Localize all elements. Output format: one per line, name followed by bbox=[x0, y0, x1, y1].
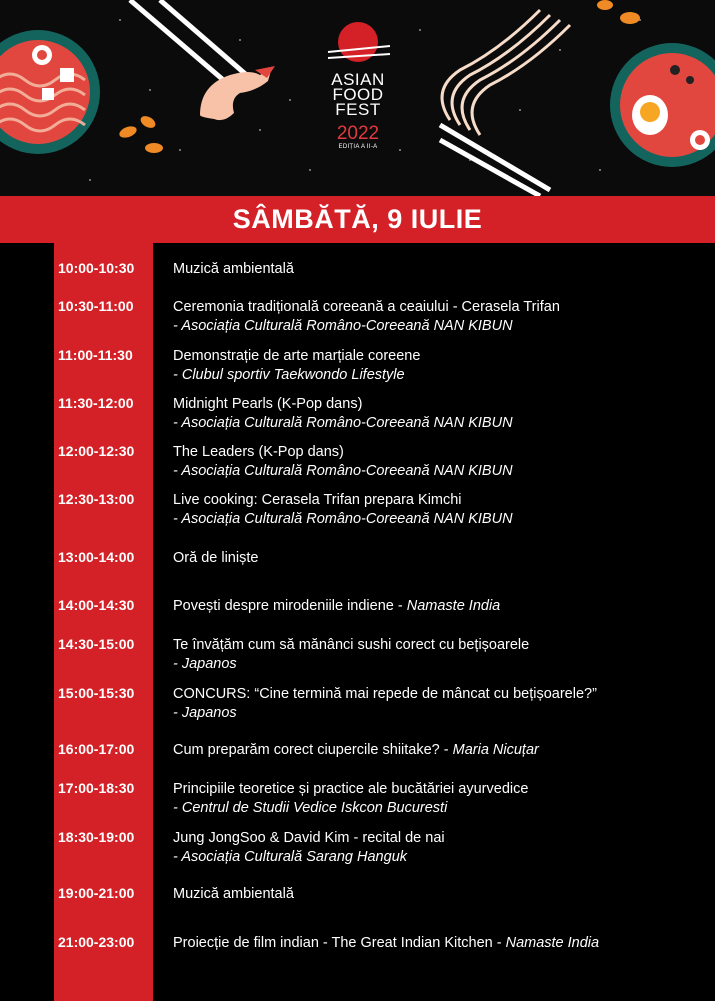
logo-year: 2022 bbox=[336, 123, 380, 144]
noodles-icon bbox=[442, 10, 570, 135]
header-illustration bbox=[0, 0, 715, 196]
schedule-time: 12:30-13:00 bbox=[58, 491, 135, 507]
logo-line-food: FOOD bbox=[332, 85, 384, 104]
schedule-time: 11:00-11:30 bbox=[58, 347, 133, 363]
event-organizer: - Centrul de Studii Vedice Iskcon Bucuresti bbox=[173, 800, 448, 816]
day-title: SÂMBĂTĂ, 9 IULIE bbox=[232, 204, 483, 234]
schedule-time: 10:00-10:30 bbox=[58, 260, 135, 276]
event-organizer: - Asociația Culturală Sarang Hanguk bbox=[173, 849, 408, 865]
schedule-time: 12:00-12:30 bbox=[58, 443, 135, 459]
schedule-description bbox=[173, 298, 703, 336]
event-title: CONCURS: “Cine termină mai repede de mâncat cu bețișoarele?” bbox=[173, 686, 597, 702]
schedule-time: 18:30-19:00 bbox=[58, 829, 135, 845]
right-ramen-bowl-icon bbox=[610, 43, 715, 167]
event-host: Maria Nicuțar bbox=[452, 742, 539, 758]
schedule-description bbox=[173, 549, 703, 568]
schedule-description bbox=[173, 395, 703, 433]
schedule-time: 14:30-15:00 bbox=[58, 636, 135, 652]
schedule-description bbox=[173, 885, 703, 904]
event-title: Midnight Pearls (K-Pop dans) bbox=[173, 396, 363, 412]
right-chopsticks-icon bbox=[440, 125, 550, 196]
schedule-description bbox=[173, 443, 703, 481]
schedule-time: 17:00-18:30 bbox=[58, 780, 135, 796]
event-title: The Leaders (K-Pop dans) bbox=[173, 444, 344, 460]
event-title: Proiecție de film indian - The Great Indian Kitchen - Namaste India bbox=[173, 935, 600, 951]
schedule-description bbox=[173, 597, 703, 616]
event-title: Ceremonia tradițională coreeană a ceaiului - Cerasela Trifan bbox=[173, 299, 560, 315]
event-host: Namaste India bbox=[406, 598, 501, 614]
event-title: Muzică ambientală bbox=[173, 261, 294, 277]
logo-edition: EDIȚIA A II-A bbox=[338, 144, 378, 150]
schedule-time: 11:30-12:00 bbox=[58, 395, 134, 411]
left-ramen-bowl-icon bbox=[0, 30, 100, 154]
event-title: Jung JongSoo & David Kim - recital de nai bbox=[173, 830, 445, 846]
event-title: Demonstrație de arte marțiale coreene bbox=[173, 348, 421, 364]
schedule-description bbox=[173, 780, 703, 818]
logo-line-fest: FEST bbox=[335, 100, 381, 119]
event-title: Povești despre mirodeniile indiene - Namaste India bbox=[173, 598, 501, 614]
event-organizer: - Asociația Culturală Româno-Coreeană NAN KIBUN bbox=[173, 318, 513, 334]
event-organizer: - Japanos bbox=[173, 705, 237, 721]
event-title: Muzică ambientală bbox=[173, 886, 294, 902]
schedule-description bbox=[173, 347, 703, 385]
schedule-time: 14:00-14:30 bbox=[58, 597, 135, 613]
event-organizer: - Japanos bbox=[173, 656, 237, 672]
schedule-time: 15:00-15:30 bbox=[58, 685, 135, 701]
schedule-description bbox=[173, 829, 703, 867]
event-organizer: - Asociația Culturală Româno-Coreeană NAN KIBUN bbox=[173, 463, 513, 479]
event-title: Te învățăm cum să mănânci sushi corect cu bețișoarele bbox=[173, 637, 530, 653]
schedule-description bbox=[173, 685, 703, 723]
event-title: Live cooking: Cerasela Trifan prepara Kimchi bbox=[173, 492, 462, 508]
schedule-time: 16:00-17:00 bbox=[58, 741, 135, 757]
schedule-description bbox=[173, 260, 703, 279]
schedule-description bbox=[173, 636, 703, 674]
day-title-bar bbox=[0, 196, 715, 243]
festival-logo bbox=[318, 22, 398, 150]
schedule-description bbox=[173, 741, 703, 760]
schedule-time: 10:30-11:00 bbox=[58, 298, 134, 314]
logo-line-asian: ASIAN bbox=[331, 70, 385, 89]
schedule-description bbox=[173, 934, 703, 953]
event-host: Namaste India bbox=[505, 935, 600, 951]
event-title: Principiile teoretice și practice ale bucătăriei ayurvedice bbox=[173, 781, 529, 797]
schedule-time: 19:00-21:00 bbox=[58, 885, 135, 901]
schedule-time: 21:00-23:00 bbox=[58, 934, 135, 950]
event-title: Oră de liniște bbox=[173, 550, 259, 566]
event-organizer: - Clubul sportiv Taekwondo Lifestyle bbox=[173, 367, 405, 383]
shrimp-icon bbox=[200, 66, 275, 120]
event-organizer: - Asociația Culturală Româno-Coreeană NAN KIBUN bbox=[173, 415, 513, 431]
event-organizer: - Asociația Culturală Româno-Coreeană NAN KIBUN bbox=[173, 511, 513, 527]
schedule-description bbox=[173, 491, 703, 529]
schedule-time: 13:00-14:00 bbox=[58, 549, 135, 565]
event-title: Cum preparăm corect ciupercile shiitake? - Maria Nicuțar bbox=[173, 742, 539, 758]
